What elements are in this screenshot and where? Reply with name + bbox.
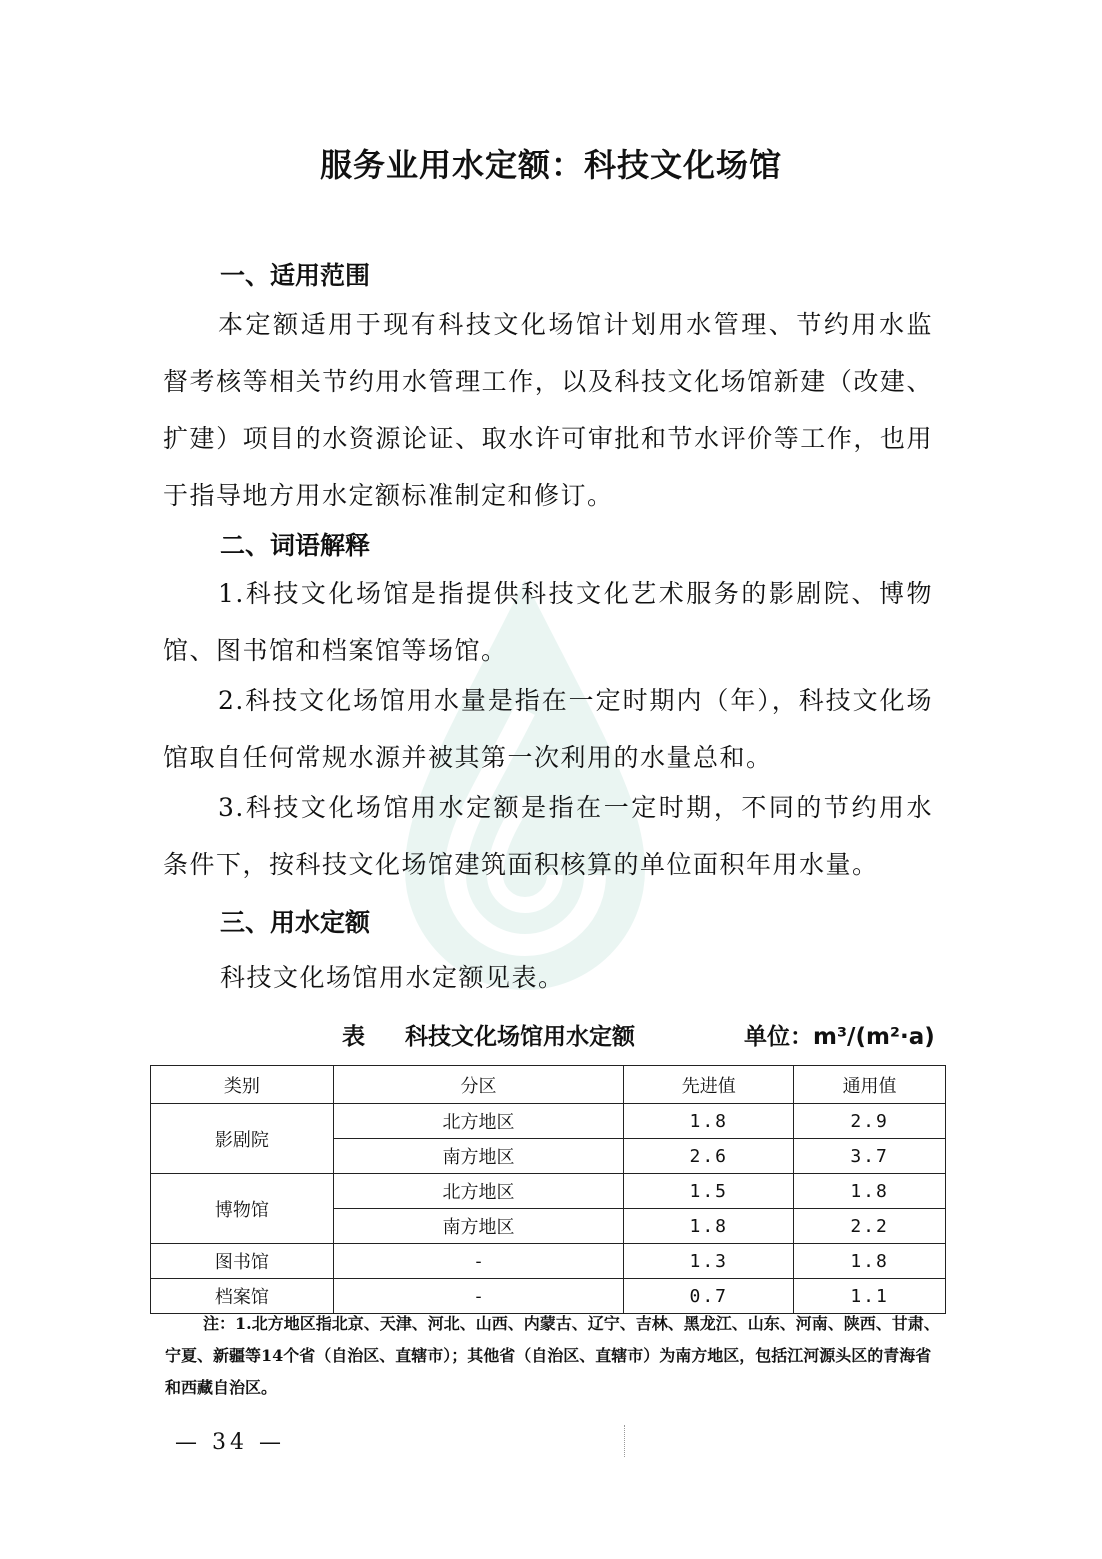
table-row — [151, 1244, 946, 1279]
table-unit: 单位：m³/(m²·a) — [744, 1024, 935, 1050]
table-header-row — [151, 1066, 946, 1104]
advanced-value-cell: 0.7 — [624, 1279, 794, 1314]
zone-cell: - — [333, 1244, 624, 1279]
header-advanced: 先进值 — [624, 1066, 794, 1104]
page-number: — 34 — — [175, 1430, 285, 1455]
section-heading-terms: 二、词语解释 — [220, 531, 371, 560]
advanced-value-cell: 2.6 — [624, 1139, 794, 1174]
zone-cell: 北方地区 — [333, 1174, 624, 1209]
category-cell: 博物馆 — [151, 1174, 334, 1244]
zone-cell: - — [333, 1279, 624, 1314]
page-title: 服务业用水定额：科技文化场馆 — [319, 146, 782, 184]
table-caption-title: 科技文化场馆用水定额 — [405, 1024, 635, 1050]
category-cell: 图书馆 — [151, 1244, 334, 1279]
category-cell: 档案馆 — [151, 1279, 334, 1314]
general-value-cell: 1.1 — [794, 1279, 946, 1314]
term-definition-1: 1.科技文化场馆是指提供科技文化艺术服务的影剧院、博物馆、图书馆和档案馆等场馆。 — [163, 579, 933, 665]
advanced-value-cell: 1.8 — [624, 1104, 794, 1139]
term-definition-3: 3.科技文化场馆用水定额是指在一定时期，不同的节约用水条件下，按科技文化场馆建筑面积核算的单位面积年用水量。 — [163, 793, 933, 879]
advanced-value-cell: 1.8 — [624, 1209, 794, 1244]
header-zone: 分区 — [333, 1066, 624, 1104]
quota-intro: 科技文化场馆用水定额见表。 — [220, 963, 565, 992]
table-caption-label: 表 — [342, 1024, 365, 1050]
zone-cell: 北方地区 — [333, 1104, 624, 1139]
general-value-cell: 2.9 — [794, 1104, 946, 1139]
general-value-cell: 1.8 — [794, 1244, 946, 1279]
general-value-cell: 3.7 — [794, 1139, 946, 1174]
header-general: 通用值 — [794, 1066, 946, 1104]
section-heading-quota: 三、用水定额 — [220, 908, 371, 937]
category-cell: 影剧院 — [151, 1104, 334, 1174]
advanced-value-cell: 1.3 — [624, 1244, 794, 1279]
term-definition-2: 2.科技文化场馆用水量是指在一定时期内（年），科技文化场馆取自任何常规水源并被其第一次利用的水量总和。 — [163, 686, 933, 772]
table-row — [151, 1104, 946, 1139]
header-category: 类别 — [151, 1066, 334, 1104]
scan-artifact — [624, 1425, 627, 1457]
table-row — [151, 1174, 946, 1209]
table-note: 注：1.北方地区指北京、天津、河北、山西、内蒙古、辽宁、吉林、黑龙江、山东、河南、陕西、甘肃、宁夏、新疆等14个省（自治区、直辖市）；其他省（自治区、直辖市）为南方地区，包括江河源头区的青海省和西藏自治区。 — [165, 1314, 940, 1397]
general-value-cell: 1.8 — [794, 1174, 946, 1209]
scope-paragraph: 本定额适用于现有科技文化场馆计划用水管理、节约用水监督考核等相关节约用水管理工作，以及科技文化场馆新建（改建、扩建）项目的水资源论证、取水许可审批和节水评价等工作，也用于指导地方用水定额标准制定和修订。 — [163, 310, 933, 510]
general-value-cell: 2.2 — [794, 1209, 946, 1244]
table-caption — [342, 1018, 635, 1051]
water-quota-table — [150, 1065, 946, 1314]
zone-cell: 南方地区 — [333, 1209, 624, 1244]
advanced-value-cell: 1.5 — [624, 1174, 794, 1209]
zone-cell: 南方地区 — [333, 1139, 624, 1174]
section-heading-scope: 一、适用范围 — [220, 261, 371, 290]
